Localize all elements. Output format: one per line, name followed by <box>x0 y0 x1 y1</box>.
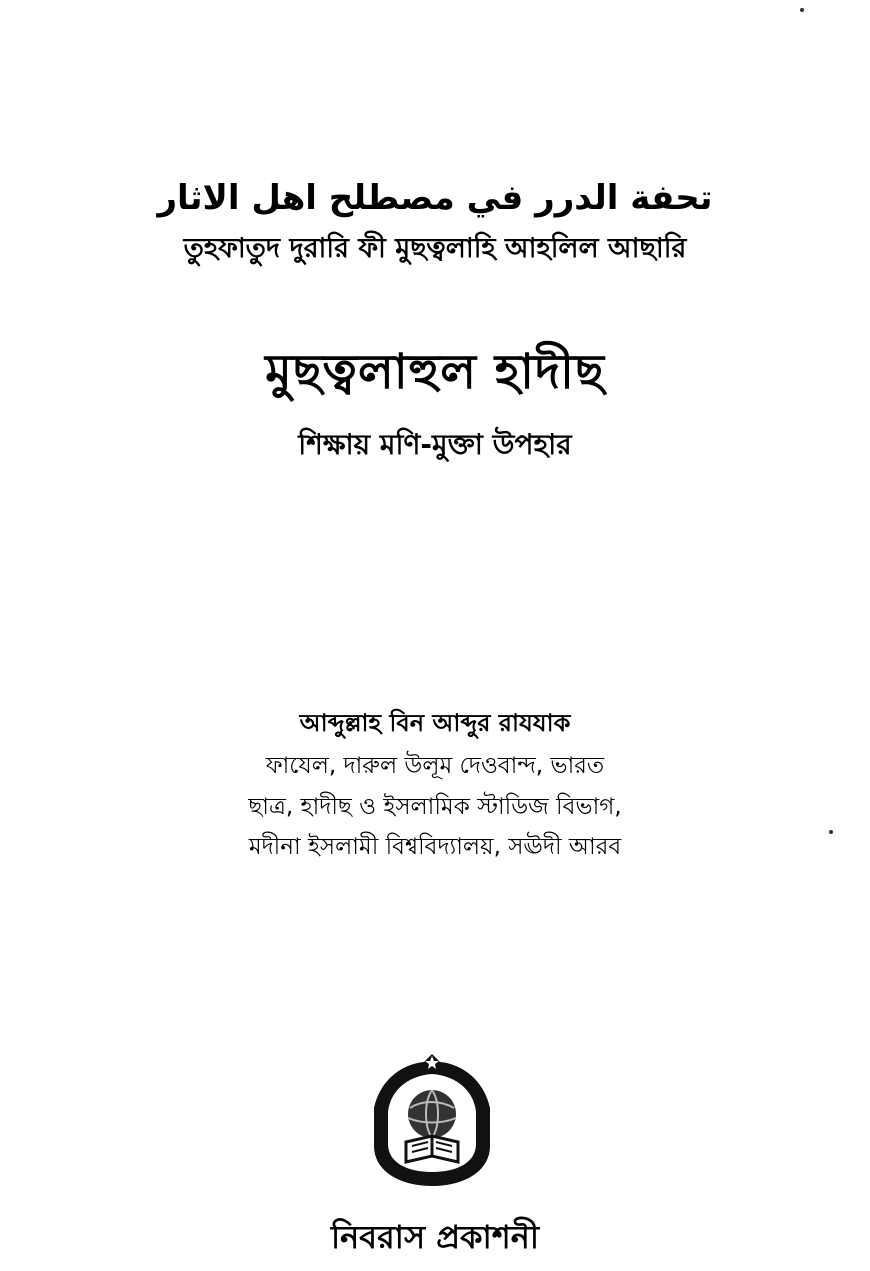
main-title: মুছত্বলাহুল হাদীছ <box>265 344 605 400</box>
tagline: শিক্ষায় মণি-মুক্তা উপহার <box>298 428 572 461</box>
scan-speck <box>800 8 804 12</box>
publisher-logo-icon <box>366 1050 498 1190</box>
author-affiliation: মদীনা ইসলামী বিশ্ববিদ্যালয়, সঊদী আরব <box>248 834 622 860</box>
publisher-name: নিবরাস প্রকাশনী <box>331 1218 539 1256</box>
scan-speck <box>829 830 833 834</box>
author-name: আব্দুল্লাহ বিন আব্দুর রাযযাক <box>299 709 571 737</box>
author-affiliation: ফাযেল, দারুল উলূম দেওবান্দ, ভারত <box>265 753 605 779</box>
bengali-transliteration: তুহফাতুদ দুরারি ফী মুছত্বলাহি আহলিল আছারি <box>183 233 687 264</box>
author-affiliation: ছাত্র, হাদীছ ও ইসলামিক স্টাডিজ বিভাগ, <box>248 794 622 820</box>
arabic-title: تحفة الدرر في مصطلح اهل الاثار <box>157 178 713 218</box>
